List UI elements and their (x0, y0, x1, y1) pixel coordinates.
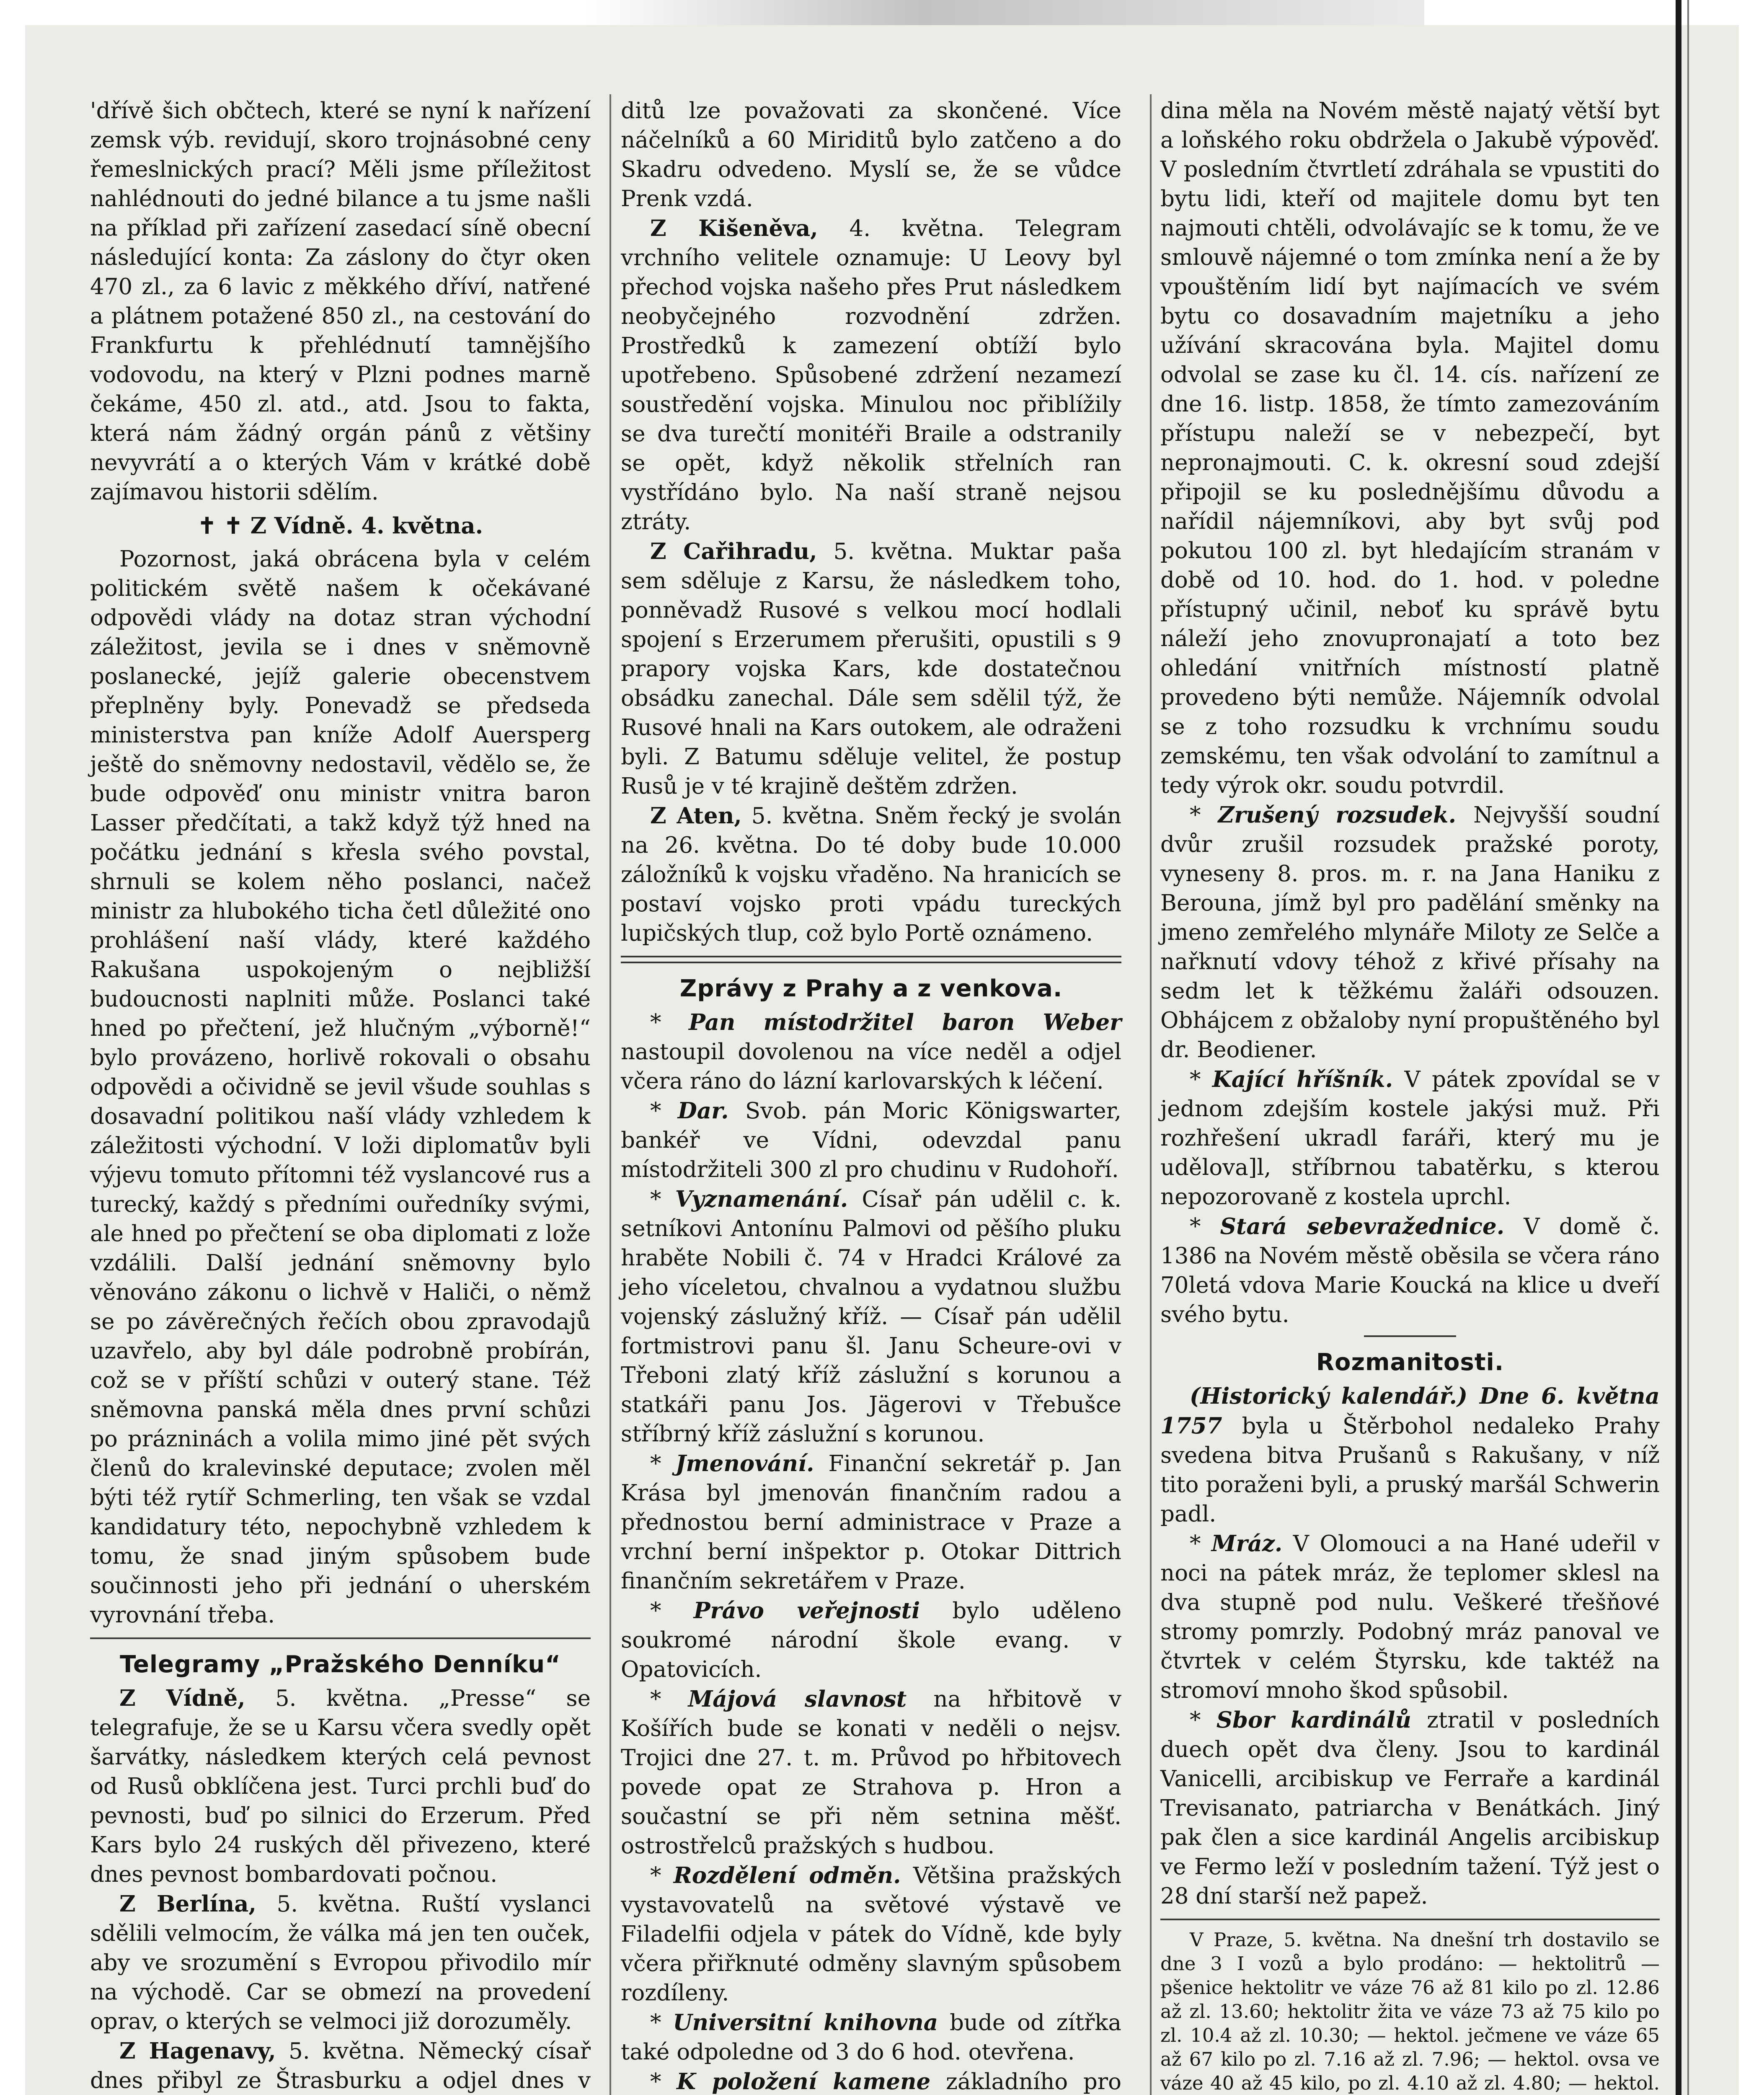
section-heading-miscellany: Rozmanitosti. (1316, 1349, 1504, 1376)
misc-item: * Mráz. V Olomouci a na Hané udeřil v noci na pátek mráz, že teplomer sklesl na dva stupně pod nulu. Veškeré třešňové stromy pomrzly. Podobný mráz panoval ve čtvrtek v celém Štyrsku, kde taktéž na stromoví mnoho škod spůsobil. (1160, 1531, 1660, 1703)
news-item: * Dar. Svob. pán Moric Königswarter, bankéř ve Vídni, odevzdal panu místodržiteli 300 zl pro chudinu v Rudohoří. (621, 1098, 1121, 1182)
misc-item: (Historický kalendář.) Dne 6. května 1757 byla u Štěrbohol nedaleko Prahy svedena bitva Prušanů s Rakušany, v níž tito poraženi byli, a pruský maršál Schwerin padl. (1160, 1383, 1660, 1527)
news-item: * Rozdělení odměn. Většina pražských vystavovatelů na světové výstavě ve Filadelfii odjela v pátek do Vídně, kde byly včera přiřknuté odměny slavným spůsobem rozdíleny. (621, 1862, 1121, 2006)
news-item: * Vyznamenání. Císař pán udělil c. k. setníkovi Antonínu Palmovi od pěšího pluku hraběte Nobili č. 74 v Hradci Králové za jeho víceletou, chvalnou a vydatnou službu vojenský záslužný kříž. — Císař pán udělil fortmistrovi panu šl. Janu Scheure-ovi v Třeboni zlatý kříž záslužní s korunou a statkáři panu Jos. Jägerovi v Třebušce stříbrný kříž záslužní s korunou. (621, 1186, 1121, 1447)
column-2 (621, 96, 1121, 2095)
news-item: * Kající hříšník. V pátek zpovídal se v jednom zdejším kostele jakýsi muž. Při rozhřešení ukradl faráři, který mu je udělova]l, stříbrnou tabatěrku, s kterou nepozorovaně z kostela uprchl. (1160, 1066, 1660, 1210)
telegram-place: Z Vídně, (119, 1685, 245, 1711)
section-heading-prague-news: Zprávy z Prahy a z venkova. (679, 975, 1063, 1002)
scan-shadow (586, 0, 1424, 25)
column-1 (90, 96, 591, 2095)
telegram-continuation: ditů lze považovati za skončené. Více náčelníků a 60 Miriditů bylo zatčeno a do Skadru odvedeno. Myslí se, že se vůdce Prenk vzdá. (621, 98, 1121, 212)
market-report: V Praze, 5. května. Na dnešní trh dostavilo se dne 3 I vozů a bylo prodáno: — hektolitrů — pšenice hektolitr ve váze 76 až 81 kilo po zl. 12.86 až zl. 13.60; hektolitr žita ve váze 73 až 75 kilo po zl. 10.4 až zl. 10.30; — hektol. ječmene ve váze 65 až 67 kilo po zl. 7.16 až zl. 7.96; — hektol. ovsa ve váze 40 až 45 kilo, po zl. 4.10 až zl. 4.80; — hektol. (1160, 1929, 1660, 2094)
telegram-place: Z Berlína, (119, 1891, 256, 1917)
telegram-place: Z Cařihradu, (650, 538, 817, 564)
news-item: * Pan místodržitel baron Weber nastoupil dovolenou na více neděl a odjel včera ráno do lázní karlovarských k léčení. (621, 1009, 1121, 1094)
telegram-place: Z Kišeněva, (650, 215, 818, 241)
article-continuation: 'dřívě šich občtech, které se nyní k nařízení zemsk výb. revidují, skoro trojnásobné ceny řemeslnických prací? Měli jsme příležitost nahlédnouti do jedné bilance a tu jsme našli na příklad při zařízení zasedací síně obecní následující konta: Za záslony do čtyr oken 470 zl., za 6 lavic z měkkého dříví, natřené a plátnem potažené 850 zl., na cestování do Frankfurtu k přehlédnutí tamnějšího vodovodu, na který v Plzni podnes marně čekáme, 450 zl. atd., atd. Jsou to fakta, která nám žádný orgán pánů z většiny nevyvrátí a o kterých Vám v krátké době zajímavou historii sdělím. (90, 98, 591, 505)
news-item: * Jmenování. Finanční sekretář p. Jan Krása byl jmenován finančním radou a přednostou berní administrace v Praze a vrchní berní inšpektor p. Otokar Dittrich finančním sekretářem v Praze. (621, 1451, 1121, 1594)
article-vienna: Pozornost, jaká obrácena byla v celém politickém světě našem k očekávané odpovědi vlády na dotaz stran východní záležitost, jevila se i dnes v sněmovně poslanecké, jejíž galerie obecenstvem přeplněny byly. Ponevadž se předseda ministerstva pan kníže Adolf Auersperg ještě do sněmovny nedostavil, vědělo se, že bude odpověď onu ministr vnitra baron Lasser předčítati, a takž když týž hned na počátku jednání s křesla svého povstal, shrnuli se kolem něho poslanci, načež ministr za hlubokého ticha četl důležité ono prohlášení naší vlády, které každého Rakušana uspokojeným o nejbližší budoucnosti naplniti může. Poslanci také hned po přečtení, jež hlučným „výborně!“ bylo provázeno, horlivě rokovali o obsahu odpovědi a očividně se jevil všude souhlas s dosavadní politikou naší vlády vzhledem k záležitosti východní. V loži diplomatův byli výjevu tomuto přítomni též vyslancové rus a turecký, každý s předními ouředníky svými, ale hned po přečtení se oba diplomati z lože vzdálili. Další jednání sněmovny bylo věnováno zákonu o lichvě v Haliči, o němž se po závěrečných řečích obou zpravodajů uzavřelo, aby byl dále podrobně probírán, což se v příští schůzi v outerý stane. Též sněmovna panská měla dnes první schůzi po prázninách a volila mimo jiné pět svých členů do kralevinské deputace; zvolen měl býti též rytíř Schmerling, ten však se vzdal kandidatury této, nepochybně vzhledem k tomu, že snad jiným spůsobem bude součinnosti jeho při jednání o uherském vyrovnání třeba. (90, 546, 591, 1628)
misc-item: * Sbor kardinálů ztratil v posledních duech opět dva členy. Jsou to kardinál Vanicelli, arcibiskup ve Ferraře a kardinál Trevisanato, patriarcha v Benátkách. Jiný pak člen a sice kardinál Angelis arcibiskup ve Fermo leží v posledním tažení. Týž jest o 28 dní starší než papež. (1160, 1707, 1660, 1909)
news-item: * Zrušený rozsudek. Nejvyšší soudní dvůr zrušil rozsudek pražské poroty, vyneseny 8. pros. m. r. na Jana Haniku z Berouna, jímž byl pro padělání směnky na jmeno zemřelého mlynáře Miloty ze Selče a nařknutí vdovy téhož z křivé přísahy na sedm let k těžkému žaláři odsouzen. Obhájcem z obžaloby nyní propuštěného byl dr. Beodiener. (1160, 802, 1660, 1063)
scan-edge (1676, 0, 1681, 2095)
column-3 (1160, 96, 1660, 2095)
telegram-item: Z Kišeněva, 4. května. Telegram vrchního velitele oznamuje: U Leovy byl přechod vojska našeho přes Prut následkem neobyčejného rozvodnění zdržen. Prostředků k zamezení obtíží bylo upotřebeno. Spůsobené zdržení nezamezí soustředění vojska. Minulou noc přiblížily se dva turečtí monitéři Braile a odstranily se opět, když několik střelních ran vystřídáno bylo. Na naší straně nejsou ztráty. (621, 215, 1121, 535)
telegram-item: Z Aten, 5. května. Sněm řecký je svolán na 26. května. Do té doby bude 10.000 záložníků k vojsku vřaděno. Na hranicích se postaví vojsko proti vpádu tureckých lupičských tlup, což bylo Portě oznámeno. (621, 803, 1121, 946)
divider (1160, 1919, 1660, 1920)
news-continuation: dina měla na Novém městě najatý větší byt a loňského roku obdržela o Jakubě výpověď. V posledním čtvrtletí zdráhala se vpustiti do bytu lidi, kteří od majitele domu byt ten najmouti chtěli, odvolávajíc se k tomu, že ve smlouvě nájemné o tom zmínka není a že by vpouštěním lidí byt najímacích ve svém bytu co dosavadním majetníku a jeho užívání skracována byla. Majitel domu odvolal se zase ku čl. 14. cís. nařízení ze dne 16. listp. 1858, že tímto zamezováním přístupu naleží se v nebezpečí, byt nepronajmouti. C. k. okresní soud zdejší připojil se ku poslednějšímu důvodu a nařídil nájemníkovi, aby byt svůj pod pokutou 100 zl. byt hledajícím stranám v době od 10. hod. do 1. hod. v poledne přístupný učinil, neboť ku správě bytu náleží jeho znovupronajatí a toto bez ohledání vnitřních místností platně provedeno býti nemůže. Nájemník odvolal se z toho rozsudku k vrchnímu soudu zemskému, ten však odvolání to zamítnul a tedy výrok okr. soudu potvrdil. (1160, 98, 1660, 798)
dateline-vienna: ✝ ✝ Z Vídně. 4. května. (197, 513, 483, 539)
section-heading-telegrams: Telegramy „Pražského Denníku“ (120, 1651, 561, 1678)
divider (621, 956, 1121, 963)
telegram-item: Z Vídně, 5. května. „Presse“ se telegrafuje, že se u Karsu včera svedly opět šarvátky, následkem kterých celá pevnost od Rusů obklíčena jest. Turci prchli buď do pevnosti, buď po silnici do Erzerum. Před Kars bylo 24 ruských děl přivezeno, které dnes pevnost bombardovati počnou. (90, 1685, 591, 1887)
telegram-place: Z Hagenavy, (119, 2038, 276, 2064)
divider-short (1364, 1335, 1456, 1337)
telegram-item: Z Cařihradu, 5. května. Muktar paša sem sděluje z Karsu, že následkem toho, ponněvadž Rusové s velkou mocí hodlali spojení s Erzerumem přerušiti, opustili s 9 prapory vojska Kars, kde dostatečnou obsádku zanechal. Dále sem sdělil týž, že Rusové hnali na Kars outokem, ale odraženi byli. Z Batumu sděluje velitel, že postup Rusů je v té krajině deštěm zdržen. (621, 538, 1121, 799)
divider (90, 1637, 591, 1639)
column-rule (1150, 94, 1152, 2095)
telegram-item: Z Hagenavy, 5. května. Německý císař dnes přibyl ze Štrasburku a odjel dnes v (90, 2038, 591, 2093)
news-item: * Stará sebevražednice. V domě č. 1386 na Novém městě oběsila se včera ráno 70letá vdova Marie Koucká na klice u dveří svého bytu. (1160, 1213, 1660, 1327)
news-item: * Právo veřejnosti bylo uděleno soukromé národní škole evang. v Opatovicích. (621, 1598, 1121, 1682)
column-rule (610, 94, 611, 2095)
telegram-place: Z Aten, (650, 803, 742, 829)
scan-edge-thin (1687, 0, 1689, 2095)
news-item: * Májová slavnost na hřbitově v Košířích bude se konati v neděli o nejsv. Trojici dne 27. t. m. Průvod po hřbitovech povede opat ze Strahova p. Hron a součastní se při něm setnina měšť. ostrostřelců pražských s hudbou. (621, 1686, 1121, 1859)
telegram-item: Z Berlína, 5. května. Ruští vyslanci sdělili velmocím, že válka má jen ten ouček, aby ve srozumění s Evropou přivodilo mír na východě. Car se obmezí na provedení oprav, o kterých se velmoci již dorozuměly. (90, 1891, 591, 2034)
news-item: * K položení kamene základního pro (650, 2069, 1122, 2095)
news-item: * Universitní knihovna bude od zítřka také odpoledne od 3 do 6 hod. otevřena. (621, 2010, 1121, 2065)
